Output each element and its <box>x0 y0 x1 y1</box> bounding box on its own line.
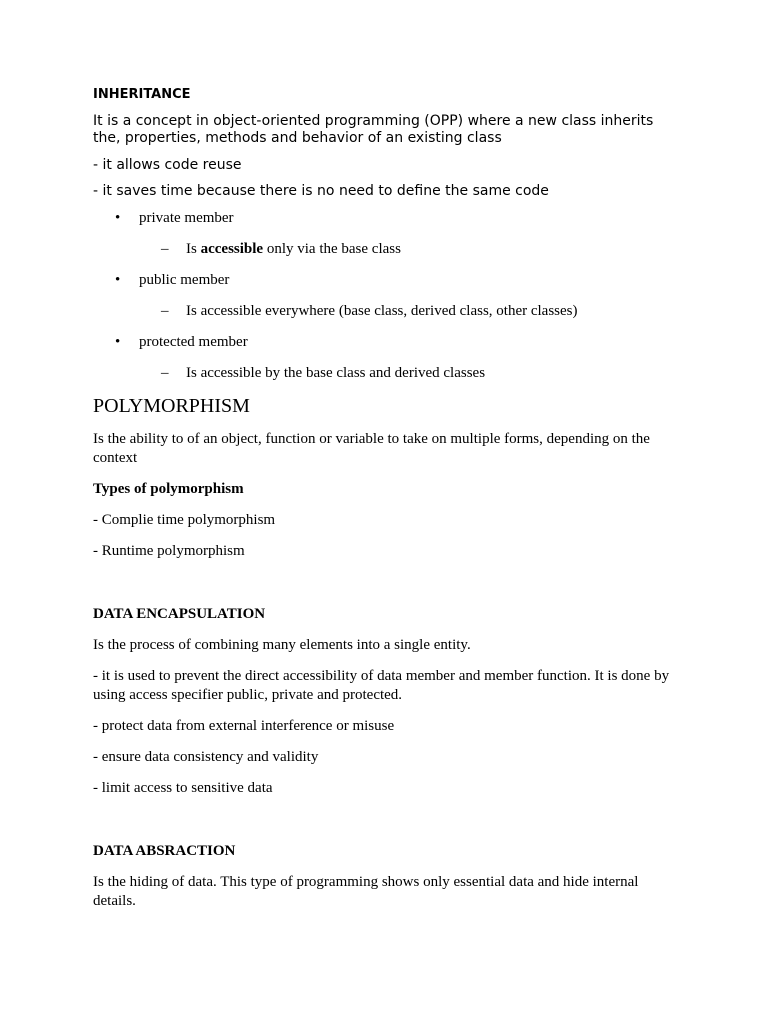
bullet-label: private member <box>139 210 234 226</box>
bullet-label: public member <box>139 272 230 288</box>
document-page <box>93 86 683 911</box>
sub-bullet-prefix: Is <box>186 241 201 257</box>
encapsulation-heading: DATA ENCAPSULATION <box>93 606 266 622</box>
dash-icon: – <box>161 365 169 381</box>
polymorphism-types-heading: Types of polymorphism <box>93 481 244 497</box>
inheritance-heading: INHERITANCE <box>93 87 191 102</box>
inheritance-definition: It is a concept in object-oriented programming (OPP) where a new class inherits the, properties, methods and behavior of an existing class <box>93 113 654 146</box>
bullet-protected-member <box>93 333 683 352</box>
sub-bullet-protected-access <box>93 364 683 383</box>
inheritance-point-code-reuse: - it allows code reuse <box>93 157 242 173</box>
dash-icon: – <box>161 303 169 319</box>
abstraction-definition: Is the hiding of data. This type of programming shows only essential data and hide internal details. <box>93 874 639 909</box>
inheritance-point-saves-time: - it saves time because there is no need to define the same code <box>93 183 549 199</box>
encapsulation-point-consistency: - ensure data consistency and validity <box>93 749 319 765</box>
encapsulation-definition: Is the process of combining many elements into a single entity. <box>93 637 471 653</box>
encapsulation-point-limit-access: - limit access to sensitive data <box>93 780 273 796</box>
bullet-private-member <box>93 209 683 228</box>
sub-bullet-text: Is accessible everywhere (base class, derived class, other classes) <box>186 303 578 319</box>
encapsulation-point-protect-data: - protect data from external interference or misuse <box>93 718 395 734</box>
bullet-icon: • <box>115 334 121 350</box>
abstraction-heading: DATA ABSRACTION <box>93 843 236 859</box>
dash-icon: – <box>161 241 169 257</box>
sub-bullet-public-access <box>93 302 683 321</box>
polymorphism-definition: Is the ability to of an object, function or variable to take on multiple forms, depending on the context <box>93 431 650 466</box>
bullet-public-member <box>93 271 683 290</box>
sub-bullet-suffix: only via the base class <box>263 241 401 257</box>
polymorphism-type-runtime: - Runtime polymorphism <box>93 543 245 559</box>
sub-bullet-text: Is accessible by the base class and derived classes <box>186 365 486 381</box>
bullet-icon: • <box>115 210 121 226</box>
polymorphism-type-compile-time: - Complie time polymorphism <box>93 512 276 528</box>
polymorphism-heading: POLYMORPHISM <box>93 395 250 417</box>
bullet-icon: • <box>115 272 121 288</box>
bullet-label: protected member <box>139 334 248 350</box>
sub-bullet-bold-word: accessible <box>200 241 264 257</box>
encapsulation-point-prevent-access: - it is used to prevent the direct accessibility of data member and member function. It is done by using access specifier public, private and protected. <box>93 668 670 703</box>
sub-bullet-private-access <box>93 240 683 259</box>
